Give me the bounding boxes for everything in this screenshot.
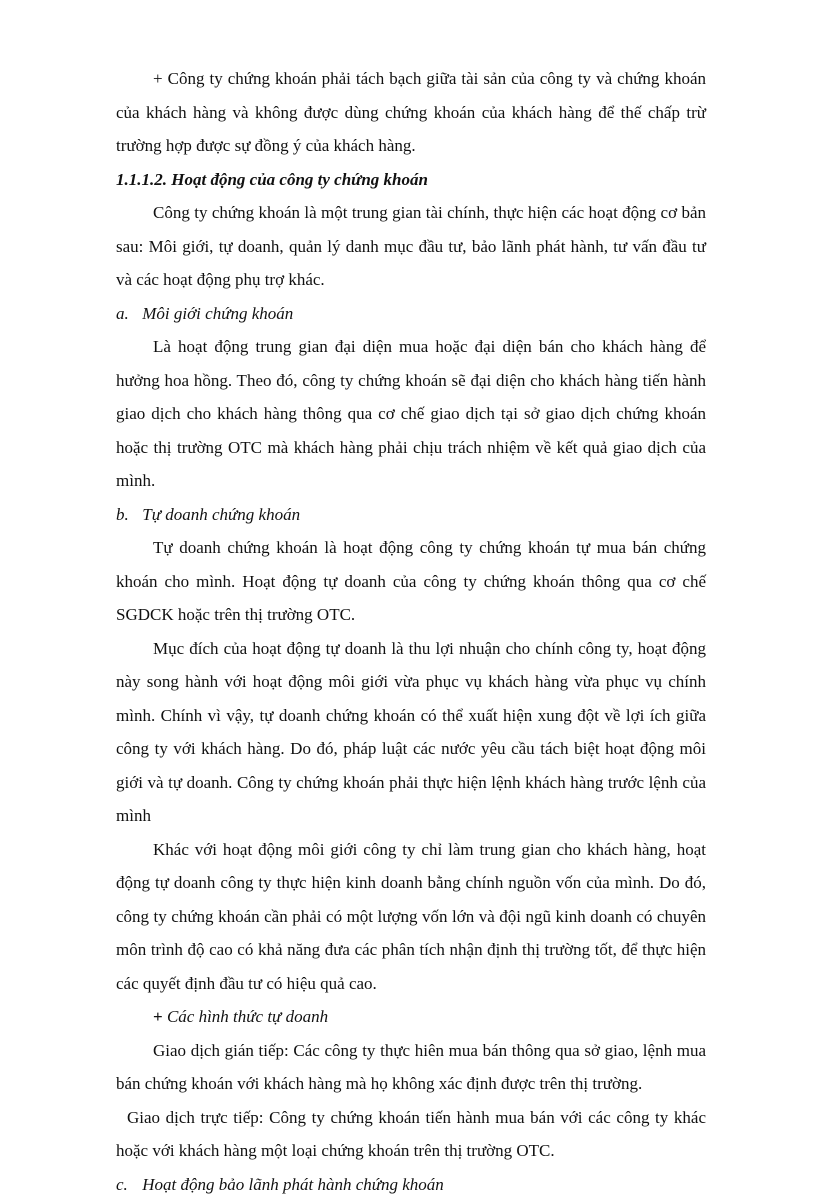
subheading-a-title: Môi giới chứng khoán: [142, 304, 293, 323]
subheading-c-label: c.: [116, 1168, 138, 1201]
subheading-b-label: b.: [116, 498, 138, 532]
subheading-b-title: Tự doanh chứng khoán: [142, 505, 300, 524]
subheading-c-title: Hoạt động bảo lãnh phát hành chứng khoán: [142, 1175, 444, 1194]
paragraph-brokerage: Là hoạt động trung gian đại diện mua hoặc đại diện bán cho khách hàng để hưởng hoa hồng. Theo đó, công ty chứng khoán sẽ đại diện cho khách hàng tiến hành giao dịch cho khách hàng thông qua cơ chế giao dịch tại sở giao dịch chứng khoán hoặc thị trường OTC mà khách hàng phải chịu trách nhiệm về kết quả giao dịch của mình.: [116, 330, 706, 498]
paragraph-proprietary-trading: Tự doanh chứng khoán là hoạt động công ty chứng khoán tự mua bán chứng khoán cho mình. Hoạt động tự doanh của công ty chứng khoán thông qua cơ chế SGDCK hoặc trên thị trường OTC.: [116, 531, 706, 632]
subheading-c: [116, 1168, 706, 1201]
subheading-trading-forms-title: Các hình thức tự doanh: [167, 1007, 328, 1026]
paragraph-trading-difference: Khác với hoạt động môi giới công ty chỉ làm trung gian cho khách hàng, hoạt động tự doanh công ty thực hiện kinh doanh bằng chính nguồn vốn của mình. Do đó, công ty chứng khoán cần phải có một lượng vốn lớn và đội ngũ kinh doanh có chuyên môn trình độ cao có khả năng đưa các phân tích nhận định thị trường tốt, để thực hiện các quyết định đầu tư có hiệu quả cao.: [116, 833, 706, 1001]
paragraph-trading-purpose: Mục đích của hoạt động tự doanh là thu lợi nhuận cho chính công ty, hoạt động này song hành với hoạt động môi giới vừa phục vụ khách hàng vừa phục vụ chính mình. Chính vì vậy, tự doanh chứng khoán có thể xuất hiện xung đột về lợi ích giữa công ty với khách hàng. Do đó, pháp luật các nước yêu cầu tách biệt hoạt động môi giới và tự doanh. Công ty chứng khoán phải thực hiện lệnh khách hàng trước lệnh của mình: [116, 632, 706, 833]
subheading-b: [116, 498, 706, 532]
subheading-trading-forms: [116, 1000, 706, 1034]
section-heading-1-1-1-2: 1.1.1.2. Hoạt động của công ty chứng khoán: [116, 163, 706, 197]
paragraph-asset-separation: + Công ty chứng khoán phải tách bạch giữa tài sản của công ty và chứng khoán của khách hàng và không được dùng chứng khoán của khách hàng để thế chấp trừ trường hợp được sự đồng ý của khách hàng.: [116, 62, 706, 163]
paragraph-company-activities: Công ty chứng khoán là một trung gian tài chính, thực hiện các hoạt động cơ bản sau: Môi giới, tự doanh, quản lý danh mục đầu tư, bảo lãnh phát hành, tư vấn đầu tư và các hoạt động phụ trợ khác.: [116, 196, 706, 297]
document-page: [116, 62, 706, 1201]
paragraph-direct-trading: Giao dịch trực tiếp: Công ty chứng khoán tiến hành mua bán với các công ty khác hoặc với khách hàng một loại chứng khoán trên thị trường OTC.: [116, 1101, 706, 1168]
subheading-a-label: a.: [116, 297, 138, 331]
subheading-a: [116, 297, 706, 331]
plus-marker: +: [153, 1007, 163, 1026]
paragraph-indirect-trading: Giao dịch gián tiếp: Các công ty thực hiên mua bán thông qua sở giao, lệnh mua bán chứng khoán với khách hàng mà họ không xác định được trên thị trường.: [116, 1034, 706, 1101]
